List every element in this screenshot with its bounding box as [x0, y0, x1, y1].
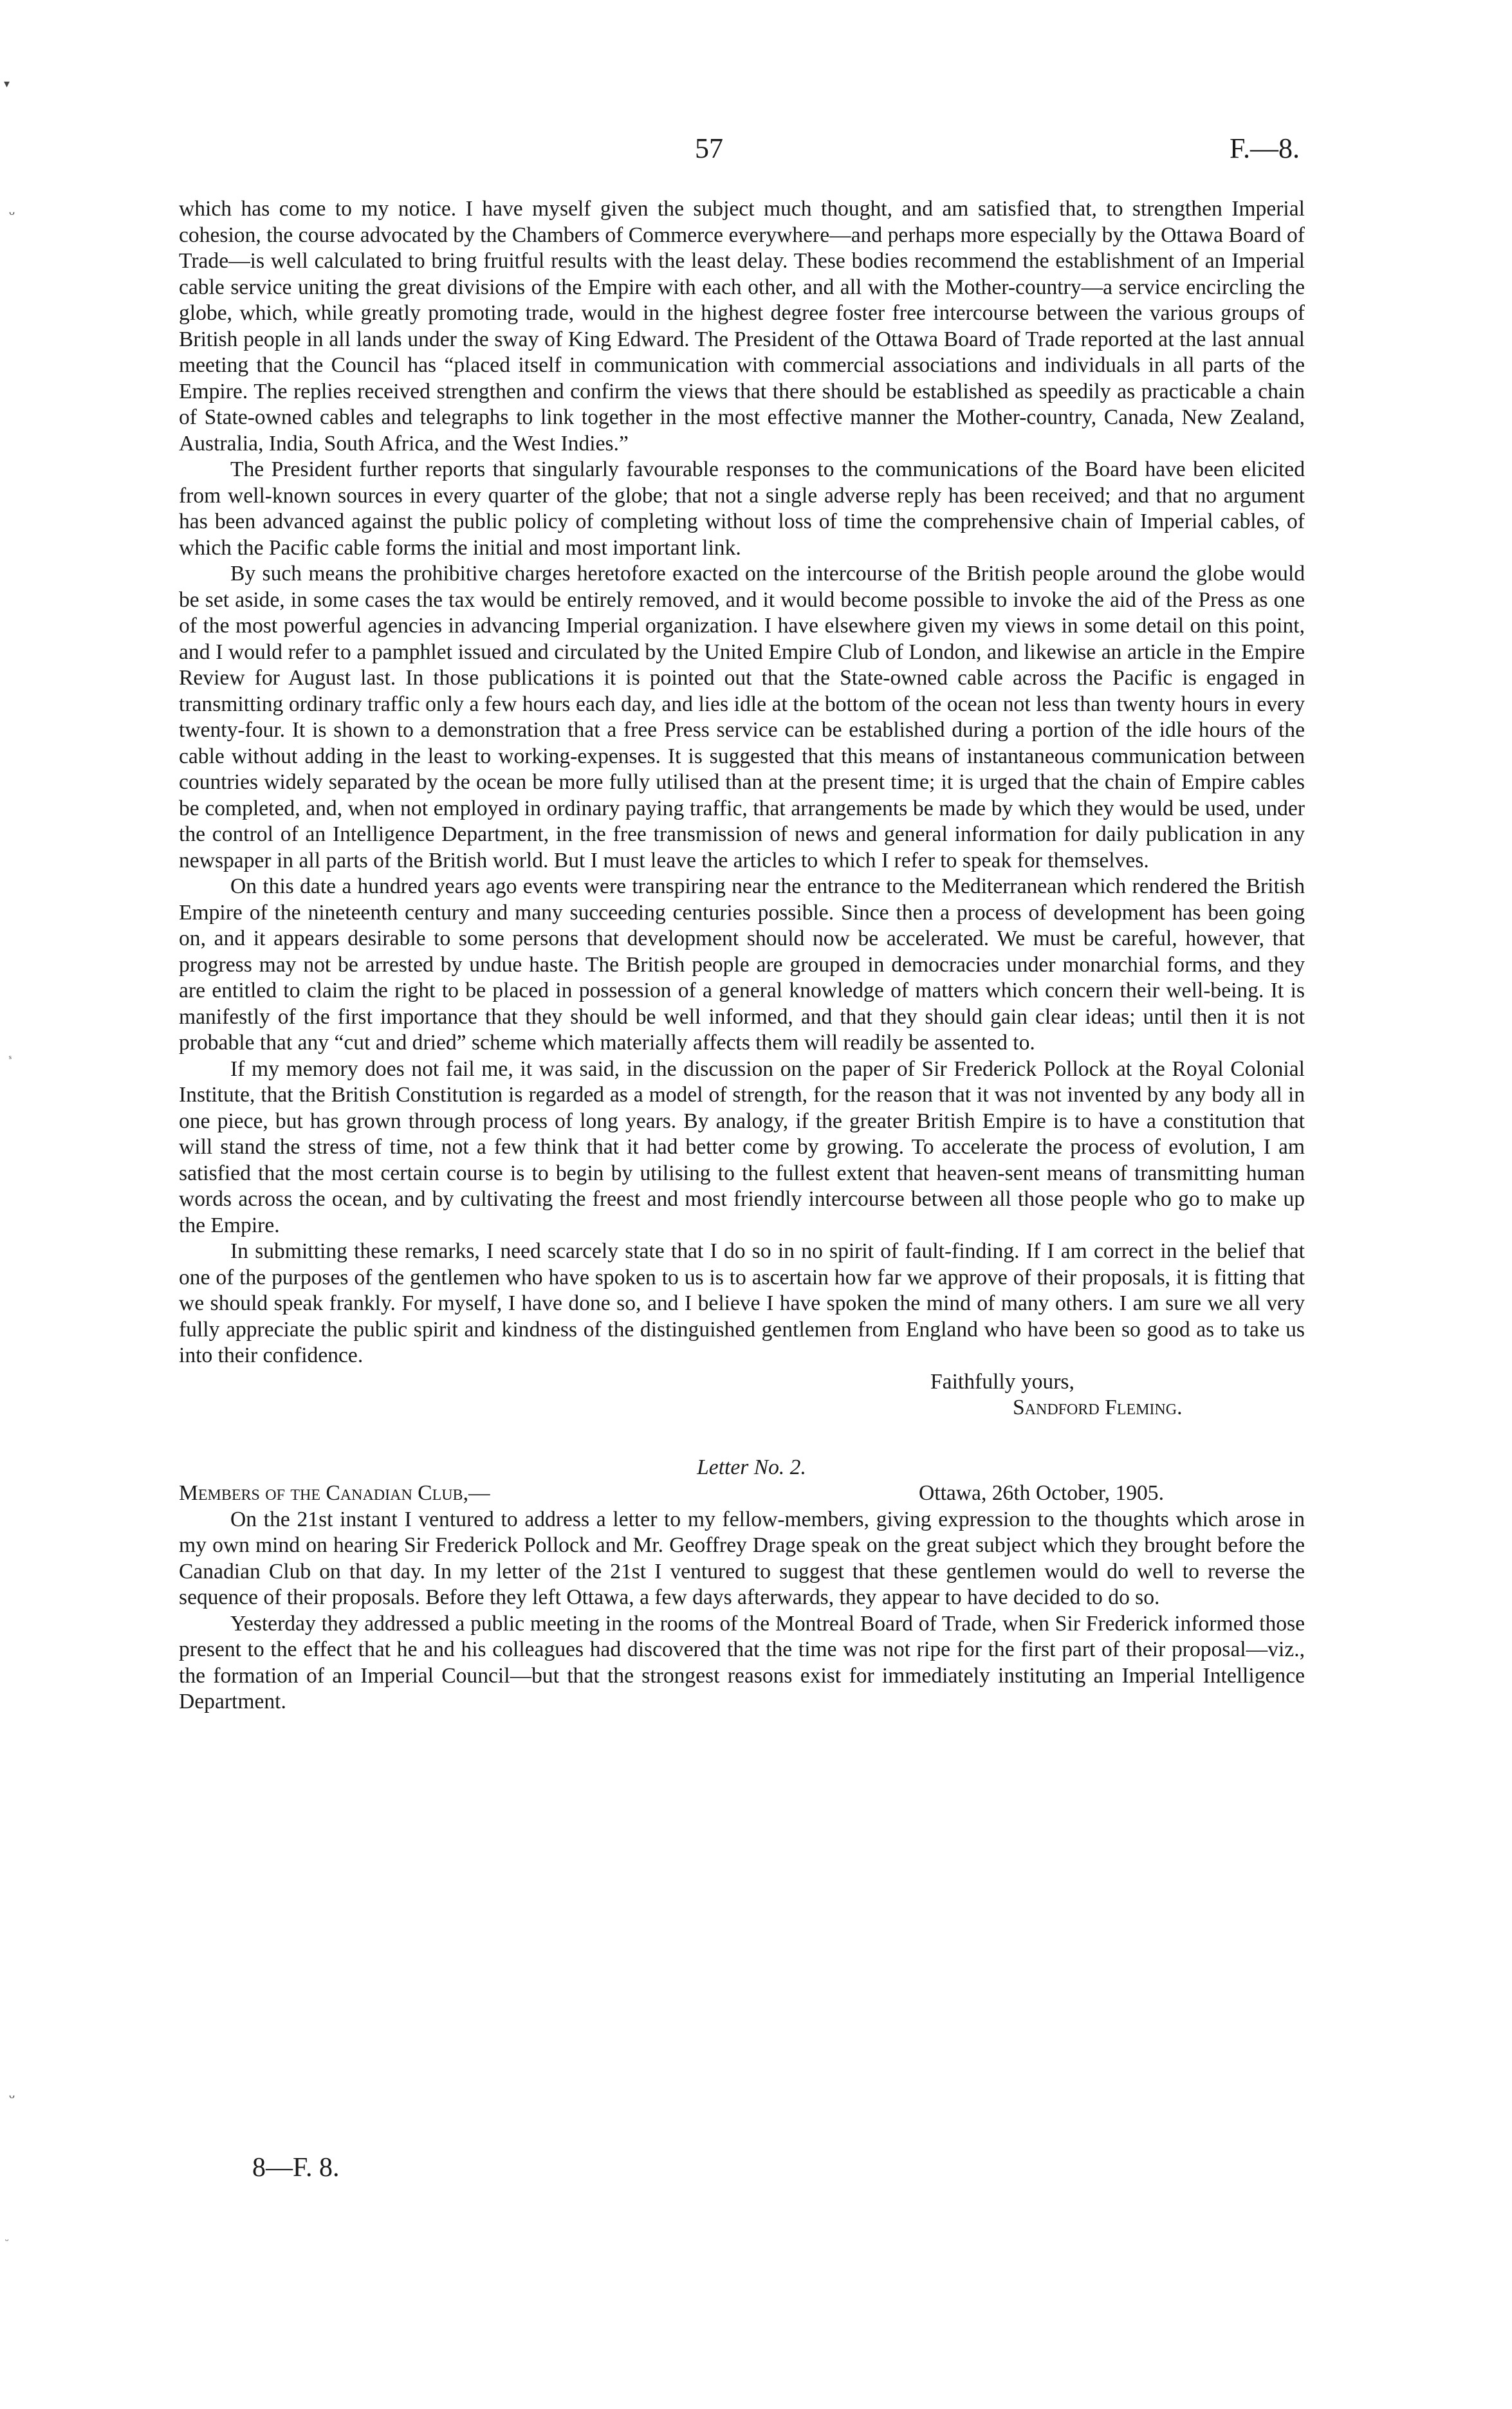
signature: Sandford Fleming.	[1013, 1396, 1183, 1419]
address-line	[179, 1481, 1305, 1507]
series-code: F.—8.	[1230, 133, 1300, 164]
paragraph: By such means the prohibitive charges heretofore exacted on the intercourse of the British people around the globe would be set aside, in some cases the tax would be entirely removed, and it would become possible to invoke the aid of the Press as one of the most powerful agencies in advancing Imperial organization. I have elsewhere given my views in some detail on this point, and I would refer to a pamphlet issued and circulated by the United Empire Club of London, and likewise an article in the Empire Review for August last. In those publications it is pointed out that the State-owned cable across the Pacific is engaged in transmitting ordinary traffic only a few hours each day, and lies idle at the bottom of the ocean not less than twenty hours in every twenty-four. It is shown to a demonstration that a free Press service can be established during a portion of the idle hours of the cable without adding in the least to working-expenses. It is suggested that this means of instantaneous communication between countries widely separated by the ocean be more fully utilised than at the present time; it is urged that the chain of Empire cables be completed, and, when not employed in ordinary paying traffic, that arrangements be made by which they would be used, under the control of an Intelligence Department, in the free transmission of news and general information for daily publication in any newspaper in all parts of the British world. But I must leave the articles to which I refer to speak for themselves.	[179, 562, 1305, 872]
dateline: Ottawa, 26th October, 1905.	[919, 1481, 1164, 1505]
page-header	[180, 132, 1300, 177]
margin-mark: ᵕ	[5, 2234, 9, 2247]
paragraph: Yesterday they addressed a public meeting in the rooms of the Montreal Board of Trade, when Sir Frederick informed those present to the effect that he and his colleagues had discovered that the time was not ripe for the first part of their proposal—viz., the formation of an Imperial Council—but that the strongest reasons exist for immediately instituting an Imperial Intelligence Department.	[179, 1611, 1305, 1713]
margin-mark: ˢ	[9, 1052, 12, 1065]
margin-mark: ᴗ	[9, 2088, 15, 2101]
document-body	[179, 196, 1305, 1715]
paragraph: In submitting these remarks, I need scarcely state that I do so in no spirit of fault-finding. If I am correct in the belief that one of the purposes of the gentlemen who have spoken to us is to ascertain how far we approve of their proposals, it is fitting that we should speak frankly. For myself, I have done so, and I believe I have spoken the mind of many others. I am sure we all very fully appreciate the public spirit and kindness of the distinguished gentlemen from England who have been so good as to take us into their confidence.	[179, 1239, 1305, 1367]
printer-signature-mark: 8—F. 8.	[252, 2153, 340, 2183]
paragraph: On this date a hundred years ago events were transpiring near the entrance to the Mediterranean which rendered the British Empire of the nineteenth century and many succeeding centuries possible. Since then a process of development has been going on, and it appears desirable to some persons that development should now be accelerated. We must be careful, however, that progress may not be arrested by undue haste. The British people are grouped in democracies under monarchial forms, and they are entitled to claim the right to be placed in possession of a general knowledge of matters which concern their well-being. It is manifestly of the first importance that they should be well informed, and that they should gain clear ideas; until then it is not probable that any “cut and dried” scheme which materially affects them will readily be assented to.	[179, 874, 1305, 1055]
signoff	[930, 1369, 1305, 1421]
closing: Faithfully yours,	[930, 1369, 1074, 1394]
salutation: Members of the Canadian Club,—	[179, 1481, 490, 1505]
paragraph: If my memory does not fail me, it was said, in the discussion on the paper of Sir Frederick Pollock at the Royal Colonial Institute, that the British Constitution is regarded as a model of strength, for the reason that it was not invented by any body all in one piece, but has grown through process of long years. By analogy, if the greater British Empire is to have a constitution that will stand the stress of time, not a few think that it had better come by growing. To accelerate the process of evolution, I am satisfied that the most certain course is to begin by utilising to the fullest extent that heaven-sent means of transmitting human words across the ocean, and by cultivating the freest and most friendly intercourse between all those people who go to make up the Empire.	[179, 1057, 1305, 1237]
paragraph: The President further reports that singularly favourable responses to the communications of the Board have been elicited from well-known sources in every quarter of the globe; that not a single adverse reply has been received; and that no argument has been advanced against the public policy of completing without loss of time the comprehensive chain of Imperial cables, of which the Pacific cable forms the initial and most important link.	[179, 457, 1305, 560]
margin-mark: ▾	[4, 77, 10, 90]
margin-mark: ᴗ	[9, 205, 15, 217]
paragraph: which has come to my notice. I have myself given the subject much thought, and am satisfied that, to strengthen Imperial cohesion, the course advocated by the Chambers of Commerce everywhere—and perhaps more especially by the Ottawa Board of Trade—is well calculated to bring fruitful results with the least delay. These bodies recommend the establishment of an Imperial cable service uniting the great divisions of the Empire with each other, and all with the Mother-country—a service encircling the globe, which, while greatly promoting trade, would in the highest degree foster free intercourse between the various groups of British people in all lands under the sway of King Edward. The President of the Ottawa Board of Trade reported at the last annual meeting that the Council has “placed itself in communication with commercial associations and individuals in all parts of the Empire. The replies received strengthen and confirm the views that there should be established as speedily as practicable a chain of State-owned cables and telegraphs to link together in the most effective manner the Mother-country, Canada, New Zealand, Australia, India, South Africa, and the West Indies.”	[179, 197, 1305, 456]
page-number: 57	[695, 133, 723, 164]
paragraph: On the 21st instant I ventured to address a letter to my fellow-members, giving expression to the thoughts which arose in my own mind on hearing Sir Frederick Pollock and Mr. Geoffrey Drage speak on the great subject which they brought before the Canadian Club on that day. In my letter of the 21st I ventured to suggest that these gentlemen would do well to reverse the sequence of their proposals. Before they left Ottawa, a few days afterwards, they appear to have decided to do so.	[179, 1507, 1305, 1609]
letter-heading: Letter No. 2.	[697, 1455, 806, 1479]
